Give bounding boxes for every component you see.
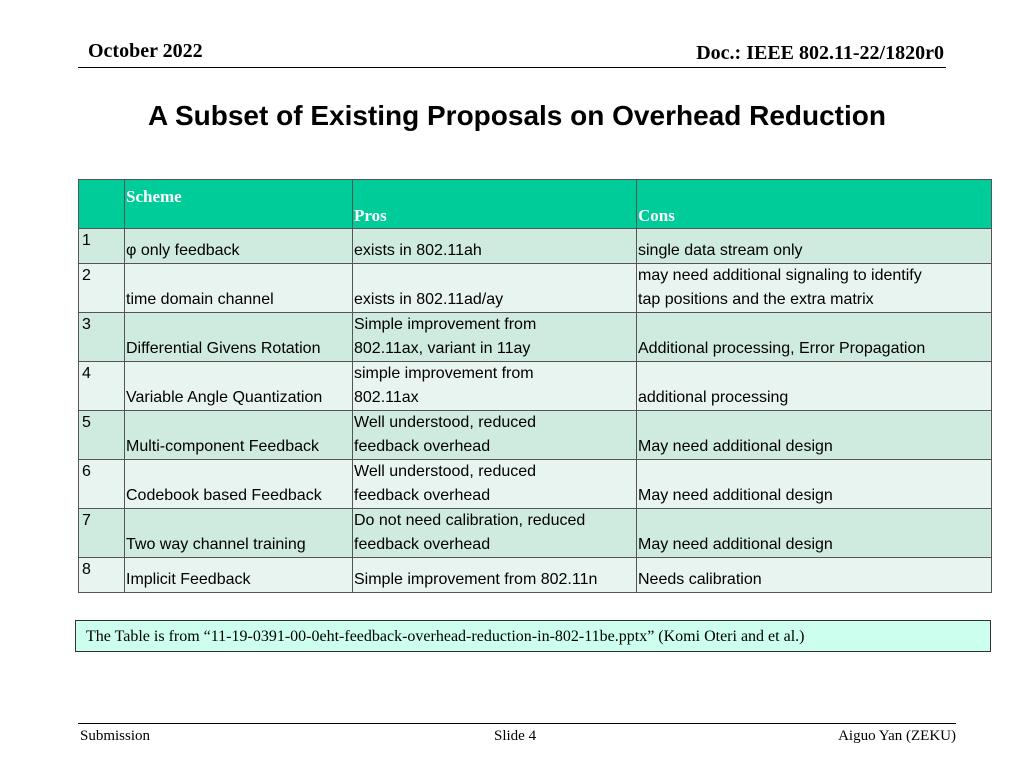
cell-cons [637, 558, 992, 593]
header-num [79, 180, 125, 229]
cell-cons [637, 313, 992, 362]
row-number: 8 [79, 558, 125, 593]
footer-author: Aiguo Yan (ZEKU) [838, 728, 956, 744]
cons-line: may need additional signaling to identify [638, 267, 922, 284]
cell-pros [353, 264, 637, 313]
row-number: 7 [79, 509, 125, 558]
pros-line: 802.11ax, variant in 11ay [354, 340, 531, 357]
cons-line: additional processing [638, 389, 789, 406]
footer-slide-number: Slide 4 [494, 728, 537, 744]
pros-line: Simple improvement from [354, 316, 537, 333]
cell-scheme [125, 460, 353, 509]
table-row [79, 460, 992, 509]
row-number: 3 [79, 313, 125, 362]
cell-pros [353, 509, 637, 558]
cell-pros [353, 558, 637, 593]
cell-cons [637, 362, 992, 411]
pros-line: simple improvement from [354, 365, 534, 382]
cell-scheme [125, 313, 353, 362]
cons-line: single data stream only [638, 242, 803, 259]
cons-line: May need additional design [638, 487, 833, 504]
cell-cons [637, 264, 992, 313]
cons-line: May need additional design [638, 438, 833, 455]
proposals-table [78, 179, 992, 593]
table-row [79, 558, 992, 593]
scheme-line: Implicit Feedback [126, 571, 251, 588]
slide-title: A Subset of Existing Proposals on Overhead Reduction [148, 100, 886, 131]
cell-pros [353, 460, 637, 509]
cell-scheme [125, 362, 353, 411]
pros-line: 802.11ax [354, 389, 419, 406]
cell-scheme [125, 558, 353, 593]
pros-line: Well understood, reduced [354, 414, 537, 431]
table-header-row [79, 180, 992, 229]
row-number: 4 [79, 362, 125, 411]
cell-pros [353, 229, 637, 264]
pros-line: feedback overhead [354, 536, 491, 553]
cell-cons [637, 411, 992, 460]
pros-line: feedback overhead [354, 487, 491, 504]
scheme-line: Two way channel training [126, 536, 306, 553]
cell-scheme [125, 264, 353, 313]
header-date: October 2022 [88, 40, 203, 62]
cell-scheme [125, 229, 353, 264]
scheme-line: Codebook based Feedback [126, 487, 322, 504]
header-doc-id: Doc.: IEEE 802.11-22/1820r0 [696, 42, 944, 64]
cons-line: tap positions and the extra matrix [638, 291, 874, 308]
cell-cons [637, 509, 992, 558]
table-row [79, 229, 992, 264]
source-note: The Table is from “11-19-0391-00-0eht-feedback-overhead-reduction-in-802-11be.pptx” (Komi Oteri and et al.) [75, 620, 991, 652]
pros-line: Do not need calibration, reduced [354, 512, 586, 529]
cell-scheme [125, 411, 353, 460]
cell-pros [353, 362, 637, 411]
cell-cons [637, 229, 992, 264]
scheme-line: Differential Givens Rotation [126, 340, 321, 357]
cell-cons [637, 460, 992, 509]
cell-scheme [125, 509, 353, 558]
cons-line: Additional processing, Error Propagation [638, 340, 926, 357]
header-scheme: Scheme [125, 180, 353, 229]
pros-line: Well understood, reduced [354, 463, 537, 480]
scheme-line: Variable Angle Quantization [126, 389, 323, 406]
pros-line: exists in 802.11ad/ay [354, 291, 504, 308]
table-row [79, 362, 992, 411]
pros-line: feedback overhead [354, 438, 491, 455]
cell-pros [353, 313, 637, 362]
pros-line: Simple improvement from 802.11n [354, 571, 598, 588]
table-row [79, 509, 992, 558]
scheme-line: φ only feedback [126, 242, 240, 259]
row-number: 1 [79, 229, 125, 264]
table-row [79, 264, 992, 313]
footer-divider [78, 723, 956, 724]
cell-pros [353, 411, 637, 460]
row-number: 5 [79, 411, 125, 460]
cons-line: Needs calibration [638, 571, 762, 588]
table-row [79, 411, 992, 460]
header-divider [78, 67, 946, 68]
footer-submission: Submission [80, 728, 151, 744]
cons-line: May need additional design [638, 536, 833, 553]
scheme-line: Multi-component Feedback [126, 438, 319, 455]
table-row [79, 313, 992, 362]
header-cons: Cons [637, 180, 992, 229]
row-number: 6 [79, 460, 125, 509]
row-number: 2 [79, 264, 125, 313]
header-pros: Pros [353, 180, 637, 229]
pros-line: exists in 802.11ah [354, 242, 482, 259]
scheme-line: time domain channel [126, 291, 274, 308]
